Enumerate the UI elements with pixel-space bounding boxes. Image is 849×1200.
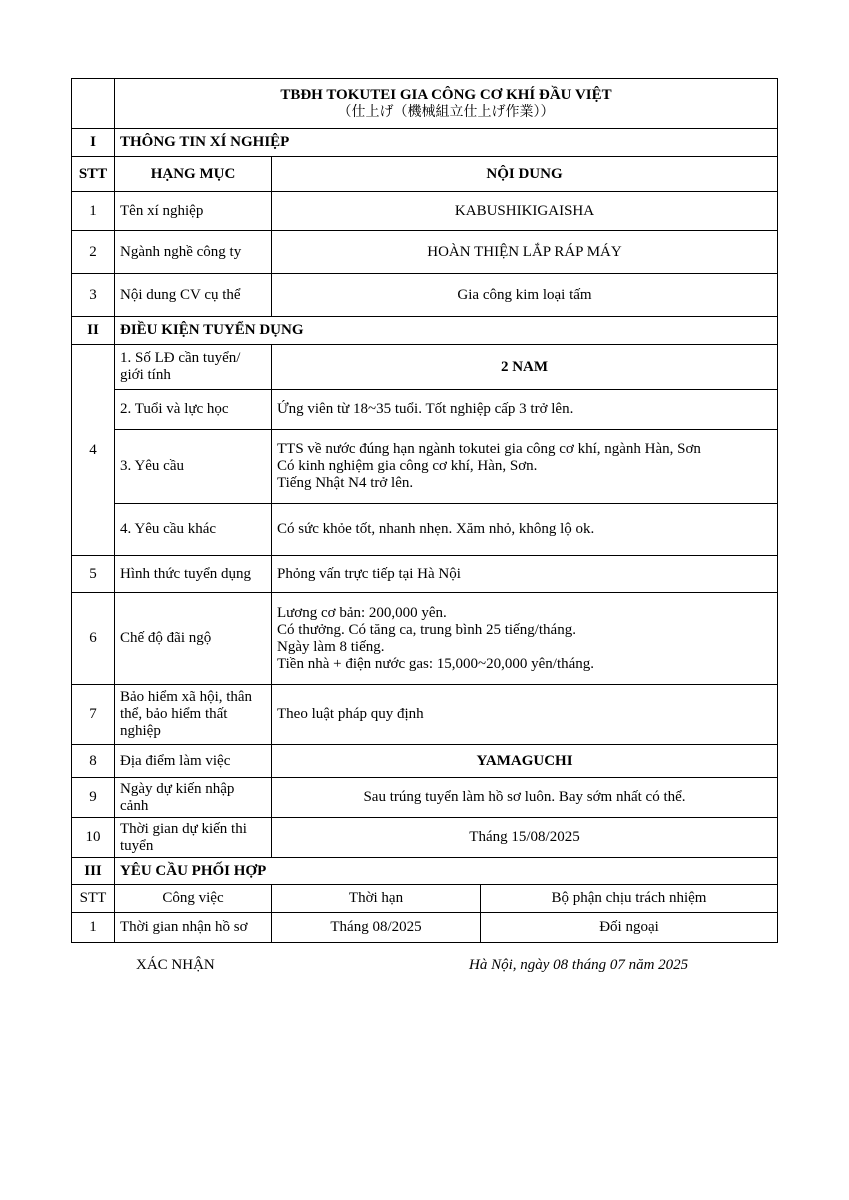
document-title: TBĐH TOKUTEI GIA CÔNG CƠ KHÍ ĐẦU VIỆT [280,86,612,103]
blank-cell [72,79,115,129]
column-header-stt: STT [72,157,115,192]
row-stt: 4 [72,345,115,556]
row-item [115,818,272,858]
document-subtitle: （仕上げ（機械組立仕上げ作業）） [337,103,555,120]
row-item: Địa điểm làm việc [115,745,272,778]
section-number: II [72,317,115,345]
row-item [115,345,272,390]
row-stt: 6 [72,593,115,685]
row-stt: 10 [72,818,115,858]
section-number: I [72,129,115,157]
content-line: Ngày làm 8 tiếng. [277,638,385,655]
content-line: TTS về nước đúng hạn ngành tokutei gia công cơ khí, ngành Hàn, Sơn [277,441,701,457]
row-item-line: cảnh [120,797,149,814]
row-content: Ứng viên từ 18~35 tuổi. Tốt nghiệp cấp 3 trở lên. [272,390,778,430]
row-content: Sau trúng tuyển làm hồ sơ luôn. Bay sớm nhất có thể. [272,778,778,818]
row-stt: 2 [72,231,115,274]
row-content: YAMAGUCHI [272,745,778,778]
content-line: Lương cơ bản: 200,000 yên. [277,604,447,621]
row-item-line: nghiệp [120,723,161,739]
row-item [115,778,272,818]
content-line: Tiền nhà + điện nước gas: 15,000~20,000 yên/tháng. [277,655,595,672]
row-deadline: Tháng 08/2025 [272,913,481,943]
row-item: 2. Tuổi và lực học [115,390,272,430]
column-header-department: Bộ phận chịu trách nhiệm [481,885,778,913]
row-item: 3. Yêu cầu [115,430,272,504]
row-department: Đối ngoại [481,913,778,943]
row-item-line: 1. Số LĐ cần tuyển/ [120,350,241,366]
row-content: Gia công kim loại tấm [272,274,778,317]
row-item: Nội dung CV cụ thể [115,274,272,317]
section-number: III [72,858,115,885]
row-stt: 5 [72,556,115,593]
recruitment-table [71,78,778,943]
row-item: Chế độ đãi ngộ [115,593,272,685]
row-item: Ngành nghề công ty [115,231,272,274]
row-content: KABUSHIKIGAISHA [272,192,778,231]
row-stt: 7 [72,685,115,745]
row-item-line: Thời gian dự kiến thi [120,820,247,837]
row-stt: 8 [72,745,115,778]
content-line: Có kinh nghiệm gia công cơ khí, Hàn, Sơn. [277,458,538,474]
column-header-deadline: Thời hạn [272,885,481,913]
date-line: Hà Nội, ngày 08 tháng 07 năm 2025 [469,957,689,973]
row-item-line: Ngày dự kiến nhập [120,780,235,797]
row-task: Thời gian nhận hồ sơ [115,913,272,943]
row-content: HOÀN THIỆN LẮP RÁP MÁY [272,231,778,274]
row-content: Theo luật pháp quy định [272,685,778,745]
row-item: 4. Yêu cầu khác [115,504,272,556]
document-title-cell [115,79,778,129]
row-content [272,430,778,504]
section-title: YÊU CẦU PHỐI HỢP [115,858,778,885]
row-item [115,685,272,745]
row-item-line: thể, bảo hiểm thất [120,706,228,722]
row-item-line: giới tính [120,367,171,383]
column-header-stt: STT [72,885,115,913]
row-stt: 3 [72,274,115,317]
row-stt: 1 [72,192,115,231]
content-line: Tiếng Nhật N4 trở lên. [277,475,414,491]
row-content: 2 NAM [272,345,778,390]
section-title: ĐIỀU KIỆN TUYỂN DỤNG [115,317,778,345]
row-item-line: Bảo hiểm xã hội, thân [120,689,253,705]
column-header-item: HẠNG MỤC [115,157,272,192]
confirmation-label: XÁC NHẬN [136,957,215,973]
column-header-task: Công việc [115,885,272,913]
row-item: Hình thức tuyển dụng [115,556,272,593]
row-item: Tên xí nghiệp [115,192,272,231]
section-title: THÔNG TIN XÍ NGHIỆP [115,129,778,157]
row-content: Tháng 15/08/2025 [272,818,778,858]
column-header-content: NỘI DUNG [272,157,778,192]
row-stt: 1 [72,913,115,943]
row-content: Phỏng vấn trực tiếp tại Hà Nội [272,556,778,593]
row-stt: 9 [72,778,115,818]
row-content: Có sức khỏe tốt, nhanh nhẹn. Xăm nhỏ, không lộ ok. [272,504,778,556]
row-item-line: tuyển [120,837,154,854]
row-content [272,593,778,685]
content-line: Có thưởng. Có tăng ca, trung bình 25 tiếng/tháng. [277,621,576,638]
